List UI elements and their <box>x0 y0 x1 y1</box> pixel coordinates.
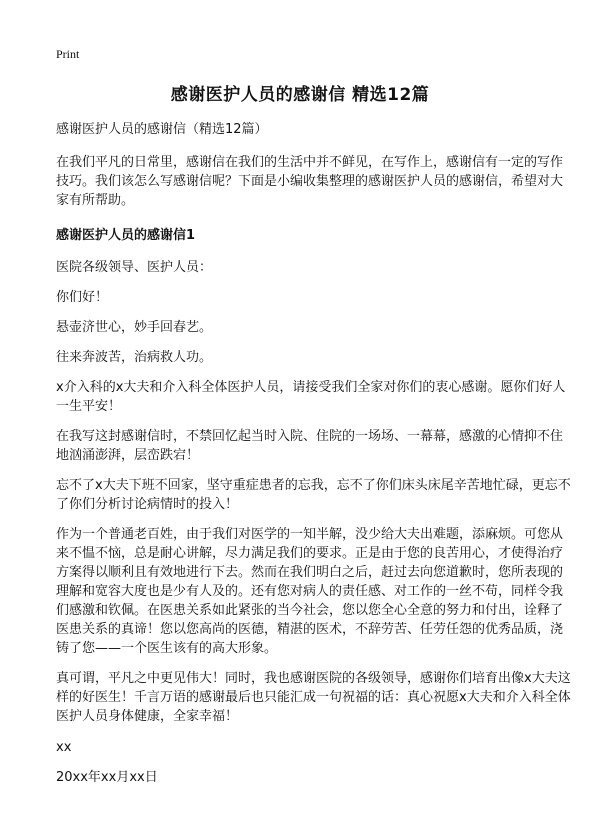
salutation: 医院各级领导、医护人员： <box>56 260 213 275</box>
greeting: 你们好！ <box>56 290 109 305</box>
date: 20xx年xx月xx日 <box>56 770 158 785</box>
poem-line-2: 往来奔波苦，治病救人功。 <box>56 350 213 365</box>
print-label: Print <box>56 47 80 61</box>
intro-paragraph: 在我们平凡的日常里，感谢信在我们的生活中并不鲜见，在写作上，感谢信有一定的写作技巧。我们该怎么写感谢信呢？下面是小编收集整理的感谢医护人员的感谢信，希望对大家有所帮助。 <box>56 155 564 208</box>
body-paragraph-3: 忘不了x大夫下班不回家，坚守重症患者的忘我，忘不了你们床头床尾辛苦地忙碌，更忘不了你们分析讨论病情时的投入！ <box>56 478 571 512</box>
body-paragraph-2: 在我写这封感谢信时，不禁回忆起当时入院、住院的一场场、一幕幕，感激的心情抑不住地汹涌澎湃，层峦跌宕！ <box>56 429 564 463</box>
body-paragraph-5: 真可谓，平凡之中更见伟大！同时，我也感谢医院的各级领导，感谢你们培育出像x大夫这样的好医生！千言万语的感谢最后也只能汇成一句祝福的话：真心祝愿x大夫和介入科全体医护人员身体健康，全家幸福！ <box>56 671 571 724</box>
poem-line-1: 悬壶济世心，妙手回春艺。 <box>56 320 213 335</box>
signature: xx <box>56 740 72 755</box>
document-body <box>56 120 574 798</box>
page-title: 感谢医护人员的感谢信 精选12篇 <box>170 85 430 105</box>
section-heading: 感谢医护人员的感谢信1 <box>56 228 196 243</box>
body-paragraph-4: 作为一个普通老百姓，由于我们对医学的一知半解，没少给大夫出难题，添麻烦。可您从来不愠不恼，总是耐心讲解，尽力满足我们的要求。正是由于您的良苦用心，才使得治疗方案得以顺利且有效地进行下去。然而在我们明白之后，赶过去向您道歉时，您所表现的理解和宽容大度也是少有人及的。还有您对病人的责任感、对工作的一丝不苟，同样令我们感激和钦佩。在医患关系如此紧张的当今社会，您以您全心全意的努力和付出，诠释了医患关系的真谛！您以您高尚的医德，精湛的医术，不辞劳苦、任劳任怨的优秀品质，浇铸了您——一个医生该有的高大形象。 <box>56 527 564 656</box>
body-paragraph-1: x介入科的x大夫和介入科全体医护人员，请接受我们全家对你们的衷心感谢。愿你们好人一生平安！ <box>56 380 566 414</box>
subtitle: 感谢医护人员的感谢信（精选12篇） <box>56 122 268 137</box>
